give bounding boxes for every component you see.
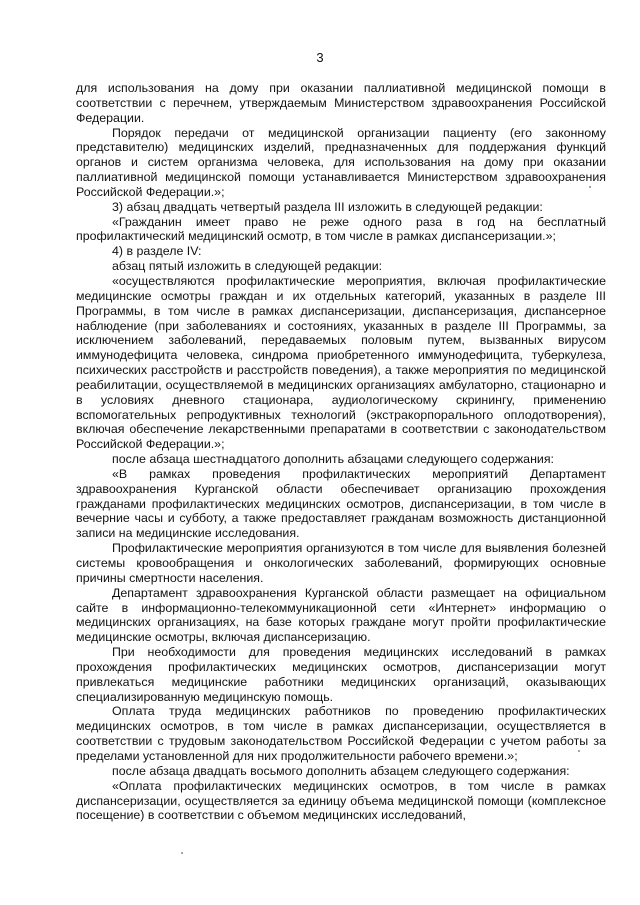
paragraph: «Гражданин имеет право не реже одного раза в год на бесплатный профилактический медицинский осмотр, в том числе в рамках диспансеризации.»; [76,214,606,244]
paragraph: При необходимости для проведения медицинских исследований в рамках прохождения профилактических медицинских осмотров, диспансеризации могут привлекаться медицинские работники медицинских организаций, оказывающих специализированную медицинскую помощь. [76,645,606,704]
paragraph: «Оплата профилактических медицинских осмотров, в том числе в рамках диспансеризации, осуществляется за единицу объема медицинской помощи (комплексное посещение) в соответствии с объемом медицинских исследований, [76,778,606,823]
document-body [76,81,606,823]
paragraph: Порядок передачи от медицинской организации пациенту (его законному представителю) медицинских изделий, предназначенных для поддержания функций органов и систем организма человека, для использования на дому при оказании паллиативной медицинской помощи устанавливается Министерством здравоохранения Российской Федерации.»; [76,125,606,199]
paragraph: после абзаца двадцать восьмого дополнить абзацем следующего содержания: [112,763,570,778]
scan-speck [578,750,580,752]
paragraph: после абзаца шестнадцатого дополнить абзацами следующего содержания: [112,452,554,467]
page-number: 3 [316,50,324,65]
paragraph: Оплата труда медицинских работников по проведению профилактических медицинских осмотров, в том числе в рамках диспансеризации, осуществляется в соответствии с трудовым законодательством Российской Федерации с учетом работы за пределами установленной для них продолжительности рабочего времени.»; [76,704,606,763]
scan-speck [589,186,591,188]
paragraph: для использования на дому при оказании паллиативной медицинской помощи в соответствии с перечнем, утверждаемым Министерством здравоохранения Российской Федерации. [76,81,606,125]
paragraph: «осуществляются профилактические мероприятия, включая профилактические медицинские осмотры граждан и их отдельных категорий, указанных в разделе III Программы, в том числе в рамках диспансеризации, диспансеризация, диспансерное наблюдение (при заболеваниях и состояниях, указанных в разделе III Программы, за исключением заболеваний, передаваемых половым путем, вызванных вирусом иммунодефицита человека, синдрома приобретенного иммунодефицита, туберкулеза, психических расстройств и расстройств поведения), а также мероприятия по медицинской реабилитации, осуществляемой в медицинских организациях амбулаторно, стационарно и в условиях дневного стационара, аудиологическому скринингу, применению вспомогательных репродуктивных технологий (экстракорпорального оплодотворения), включая обеспечение лекарственными препаратами в соответствии с законодательством Российской Федерации.»; [76,273,606,452]
paragraph: «В рамках проведения профилактических мероприятий Департамент здравоохранения Курганской области обеспечивает организацию прохождения гражданами профилактических медицинских осмотров, диспансеризации, в том числе в вечерние часы и субботу, а также предоставляет гражданам возможность дистанционной записи на медицинские исследования. [76,466,606,541]
scan-speck [181,852,183,854]
paragraph: Департамент здравоохранения Курганской области размещает на официальном сайте в информационно-телекоммуникационной сети «Интернет» информацию о медицинских организациях, на базе которых граждане могут пройти профилактические медицинские осмотры, включая диспансеризацию. [76,585,606,645]
paragraph: 4) в разделе IV: [112,244,202,259]
paragraph: 3) абзац двадцать четвертый раздела III изложить в следующей редакции: [112,199,543,214]
paragraph: Профилактические мероприятия организуются в том числе для выявления болезней системы кровообращения и онкологических заболеваний, формирующих основные причины смертности населения. [76,541,606,585]
paragraph: абзац пятый изложить в следующей редакции: [112,259,383,274]
